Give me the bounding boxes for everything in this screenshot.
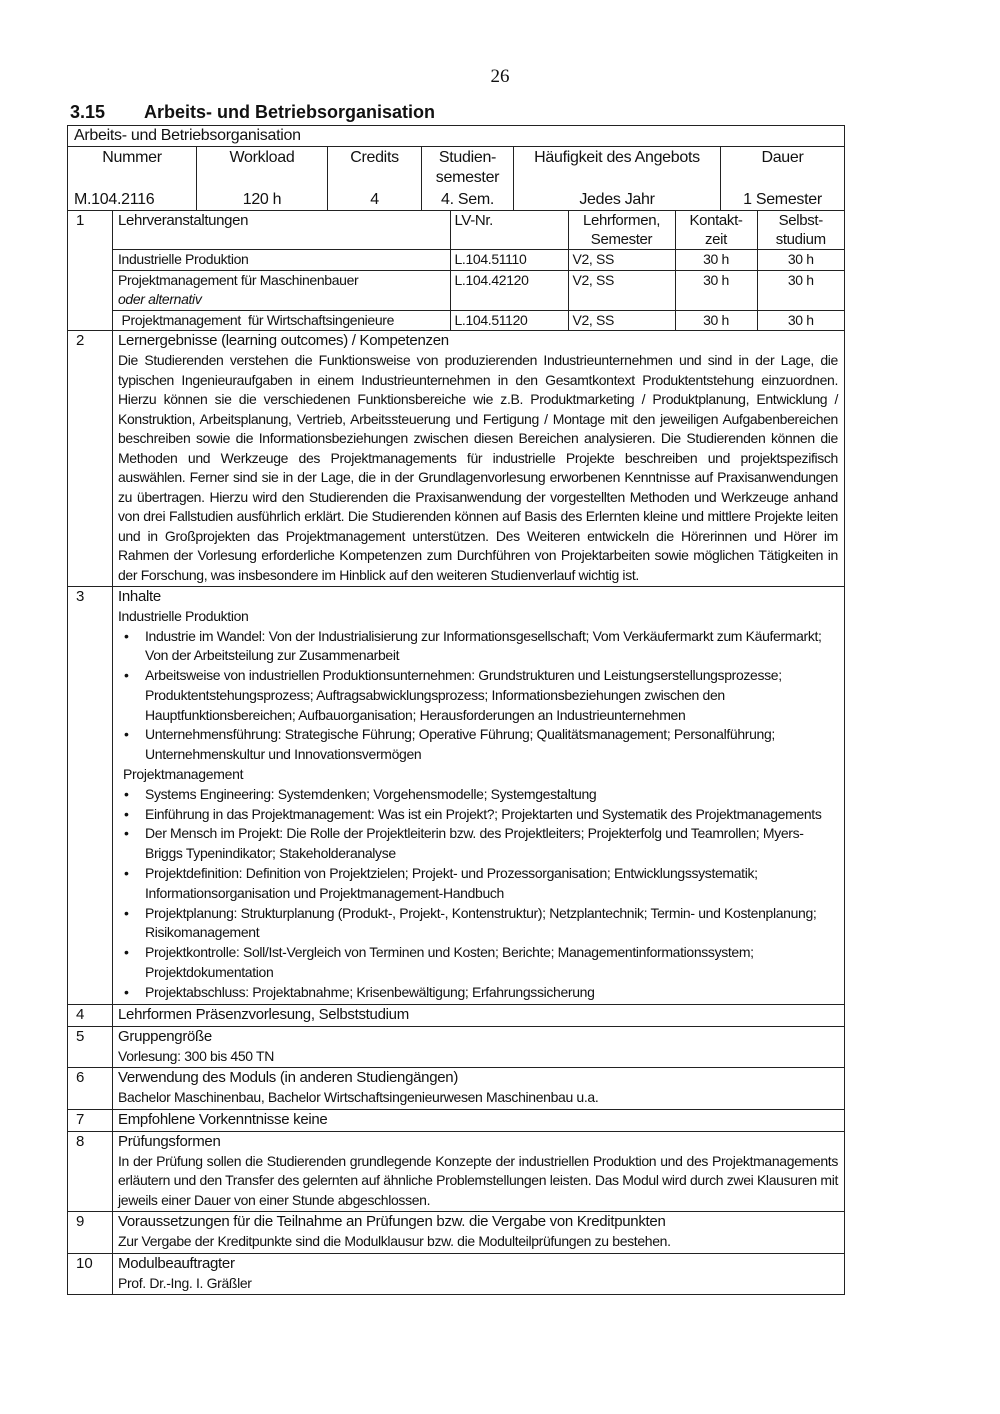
row-lehrveranstaltungen [68, 210, 844, 330]
header-credits: Credits 4 [327, 147, 421, 210]
row-number: 8 [76, 1132, 85, 1150]
inhalte-title: Inhalte [118, 588, 161, 605]
row-number: 7 [76, 1110, 85, 1128]
lernergebnisse-content [112, 331, 844, 586]
row-inhalte [68, 586, 844, 1004]
list-item: • Systems Engineering: Systemdenken; Vorgehensmodelle; Systemgestaltung [145, 785, 838, 805]
inhalte-list [118, 785, 838, 1003]
lv-row [113, 310, 844, 330]
row-number: 4 [76, 1005, 85, 1023]
list-item: • Arbeitsweise von industriellen Produktionsunternehmen: Grundstrukturen und Leistungserstellungsprozesse; Produktentstehungsprozess; Auftragsabwicklungsprozess; Informationsbeziehungen zwischen den Hauptfunktionsbereichen; Aufbauorganisation; Herausforderungen an Industrieunternehmen [145, 666, 838, 725]
header-haeufigkeit: Häufigkeit des Angebots Jedes Jahr [513, 147, 720, 210]
lv-content [112, 211, 844, 330]
verwendung-text: Bachelor Maschinenbau, Bachelor Wirtschaftsingenieurwesen Maschinenbau u.a. [118, 1089, 599, 1106]
lv-note: oder alternativ [118, 291, 202, 307]
header-studiensemester: Studien- semester 4. Sem. [421, 147, 513, 210]
lv-row [113, 270, 844, 310]
header-workload: Workload 120 h [196, 147, 327, 210]
list-item: • Einführung in das Projektmanagement: Was ist ein Projekt?; Projektarten und Systematik des Projektmanagements [145, 805, 838, 825]
list-item: • Projektkontrolle: Soll/Ist-Vergleich von Terminen und Kosten; Berichte; Managementinformationssystem; Projektdokumentation [145, 943, 838, 983]
lv-kontakt: 30 h [675, 250, 757, 271]
inhalte-group-title: Industrielle Produktion [118, 608, 249, 624]
section-number: 3.15 [70, 102, 106, 122]
lv-name: Projektmanagement für Maschinenbauer oder alternativ [113, 270, 450, 310]
list-item: • Unternehmensführung: Strategische Führung; Operative Führung; Qualitätsmanagement; Personalführung; Unternehmenskultur und Innovationsvermögen [145, 725, 838, 765]
voraussetzungen-content [112, 1212, 844, 1253]
lernergebnisse-text: Die Studierenden verstehen die Funktionsweise von produzierenden Industrieunternehmen und sind in der Lage, die typischen Ingenieuraufgaben in einem Industrieunternehmen in den Gesamtkontext Produktentstehung einzuordnen. Hierzu können sie die verschiedenen Funktionsbereiche wie z.B. Produktmarketing / Produktplanung, Entwicklung / Konstruktion, Arbeitsplanung, Vertrieb, Arbeitssteuerung und Fertigung / Montage mit den jeweiligen Aufgabenbereichen beschreiben sowie die Informationsbeziehungen zwischen diesen Bereichen analysieren. Die Studierenden können die Methoden und Werkzeuge des Projektmanagements für industrielle Projekte beschreiben und projektspezifisch auswählen. Ferner sind sie in der Lage, die in der Grundlagenvorlesung erworbenen Kenntnisse auf Praxisanwendungen zu übertragen. Hierzu wird den Studierenden die Praxisanwendung der vorgestellten Methoden und Werkzeuge anhand von drei Fallstudien ausführlich erklärt. Die Studierenden können auf Basis des Erlernten kleine und mittlere Projekte leiten und in Großprojekten das Projektmanagement unterstützen. Des Weiteren entwickeln die Hörerinnen und Hörer im Rahmen der Vorlesung erforderliche Kompetenzen zum Durchführen von Projektarbeiten sowie möglichen Tätigkeiten in der Forschung, was insbesondere im Hinblick auf den weiteren Studienverlauf wichtig ist. [118, 352, 838, 583]
row-verwendung [68, 1067, 844, 1109]
module-table [67, 125, 845, 1295]
lehrformen-text: Lehrformen Präsenzvorlesung, Selbststudium [118, 1005, 409, 1023]
row-vorkenntnisse [68, 1109, 844, 1131]
verwendung-content [112, 1068, 844, 1109]
row-gruppengroesse [68, 1026, 844, 1068]
row-modulbeauftragter [68, 1253, 844, 1295]
gruppengroesse-content [112, 1027, 844, 1068]
pruefungsformen-content [112, 1132, 844, 1212]
vorkenntnisse-text: Empfohlene Vorkenntnisse keine [118, 1110, 328, 1128]
lv-col-selbst: Selbst- studium [757, 211, 844, 250]
row-number: 5 [76, 1027, 85, 1045]
row-voraussetzungen [68, 1211, 844, 1253]
modulbeauftragter-title: Modulbeauftragter [118, 1254, 235, 1272]
verwendung-title: Verwendung des Moduls (in anderen Studiengängen) [118, 1069, 459, 1087]
voraussetzungen-text: Zur Vergabe der Kreditpunkte sind die Modulklausur bzw. die Modulteilprüfungen zu bestehen. [118, 1233, 671, 1250]
header-dauer: Dauer 1 Semester [720, 147, 844, 210]
lv-table [113, 211, 844, 330]
lv-selbst: 30 h [757, 310, 844, 330]
lv-header-row [113, 211, 844, 250]
list-item: • Projektdefinition: Definition von Projektzielen; Projekt- und Prozessorganisation; Entwicklungssystematik; Informationsorganisation und Projektmanagement-Handbuch [145, 864, 838, 904]
row-number: 2 [76, 332, 85, 349]
lv-nr: L.104.51120 [450, 310, 568, 330]
inhalte-group-title: Projektmanagement [123, 766, 244, 783]
lehrformen-content [112, 1005, 844, 1026]
lv-nr: L.104.51110 [450, 250, 568, 271]
voraussetzungen-title: Voraussetzungen für die Teilnahme an Prüfungen bzw. die Vergabe von Kreditpunkten [118, 1213, 666, 1231]
lv-form: V2, SS [568, 250, 675, 271]
lv-kontakt: 30 h [675, 310, 757, 330]
modulbeauftragter-name: Prof. Dr.-Ing. I. Gräßler [118, 1274, 252, 1291]
row-lehrformen [68, 1004, 844, 1026]
row-number: 9 [76, 1213, 85, 1231]
pruefungsformen-text: In der Prüfung sollen die Studierenden grundlegende Konzepte der industriellen Produktion und des Projektmanagements erläutern und den Transfer des gelernten auf ähnliche Problemstellungen leisten. Das Modul wird durch zwei Klausuren mit jeweils einer Dauer von einer Stunde abgeschlossen. [118, 1152, 838, 1208]
lv-row [113, 250, 844, 271]
row-number: 3 [76, 588, 85, 605]
module-title: Arbeits- und Betriebsorganisation [74, 127, 301, 144]
modulbeauftragter-content [112, 1254, 844, 1295]
section-title: Arbeits- und Betriebsorganisation [144, 102, 436, 122]
lv-nr: L.104.42120 [450, 270, 568, 310]
page-number: 26 [490, 66, 510, 87]
lv-form: V2, SS [568, 310, 675, 330]
vorkenntnisse-content [112, 1110, 844, 1131]
lv-name: Projektmanagement für Wirtschaftsingenieure [113, 310, 450, 330]
pruefungsformen-title: Prüfungsformen [118, 1132, 221, 1150]
module-header-grid [68, 146, 844, 210]
list-item: • Projektplanung: Strukturplanung (Produkt-, Projekt-, Kontenstruktur); Netzplantechnik; Termin- und Kostenplanung; Risikomanagement [145, 904, 838, 944]
inhalte-list [118, 627, 838, 766]
lv-name: Industrielle Produktion [113, 250, 450, 271]
lv-title: Lehrveranstaltungen [118, 212, 249, 229]
lv-selbst: 30 h [757, 250, 844, 271]
list-item: • Industrie im Wandel: Von der Industrialisierung zur Informationsgesellschaft; Vom Verkäufermarkt zum Käufermarkt; Von der Arbeitsteilung zur Zusammenarbeit [145, 627, 838, 667]
lv-col-lvnr: LV-Nr. [450, 211, 568, 250]
section-heading [70, 102, 435, 123]
lv-col-kontakt: Kontakt- zeit [675, 211, 757, 250]
row-number: 6 [76, 1069, 85, 1087]
inhalte-content [112, 587, 844, 1004]
lernergebnisse-title: Lernergebnisse (learning outcomes) / Kompetenzen [118, 332, 449, 349]
row-number: 1 [76, 212, 85, 229]
lv-selbst: 30 h [757, 270, 844, 310]
gruppengroesse-title: Gruppengröße [118, 1027, 212, 1045]
lv-col-lehrform: Lehrformen, Semester [568, 211, 675, 250]
row-lernergebnisse [68, 330, 844, 586]
list-item: • Der Mensch im Projekt: Die Rolle der Projektleiterin bzw. des Projektleiters; Projekterfolg und Teamrollen; Myers-Briggs Typenindikator; Stakeholderanalyse [145, 824, 838, 864]
lv-kontakt: 30 h [675, 270, 757, 310]
gruppengroesse-text: Vorlesung: 300 bis 450 TN [118, 1047, 274, 1064]
header-nummer: Nummer M.104.2116 [74, 149, 162, 208]
lv-form: V2, SS [568, 270, 675, 310]
row-pruefungsformen [68, 1131, 844, 1212]
list-item: • Projektabschluss: Projektabnahme; Krisenbewältigung; Erfahrungssicherung [145, 983, 838, 1003]
row-number: 10 [76, 1254, 93, 1272]
